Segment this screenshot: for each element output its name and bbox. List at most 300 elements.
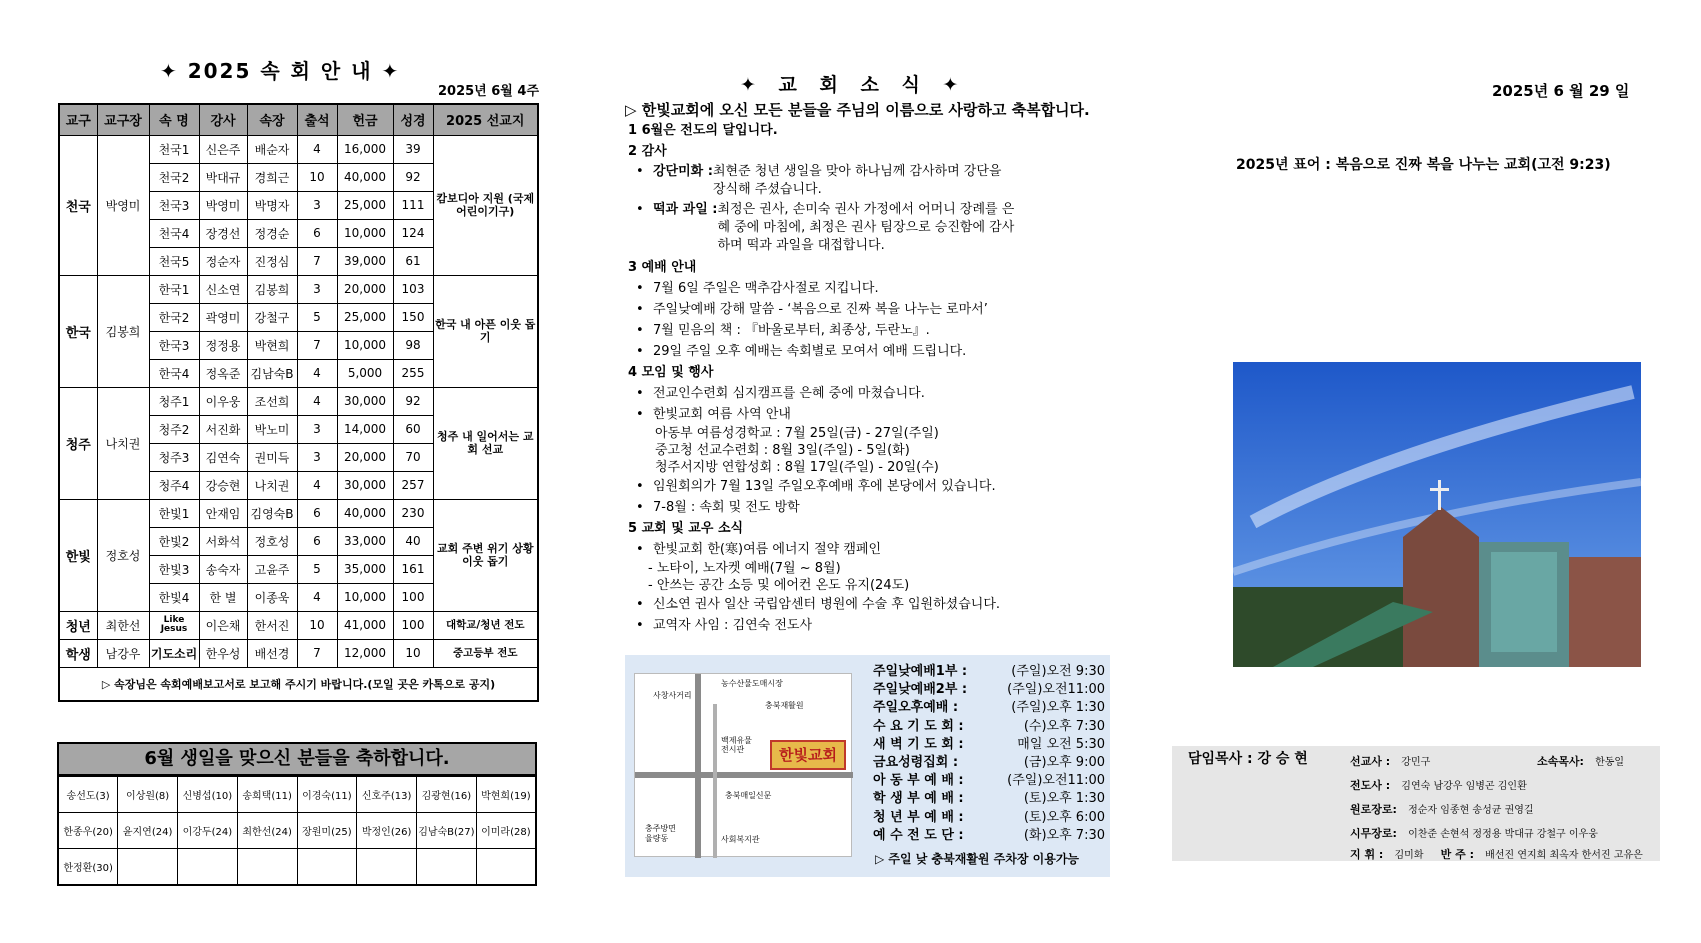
birthday-cell [237,849,297,885]
birthday-cell: 송선도(3) [58,777,118,813]
head-cell: 배선경 [247,639,297,667]
attendance-cell: 4 [297,135,337,163]
service-row [873,809,1105,827]
birthday-cell: 김광현(16) [417,777,477,813]
bible-cell: 255 [393,359,433,387]
group-leader-cell: 이종욱 [247,583,297,611]
header-mission: 2025 선교지 [433,104,538,135]
district-cell: 한국 [59,275,97,387]
district-leader-cell: 남강우 [97,639,149,667]
group-meeting-table [58,103,539,702]
church-news-title: ✦ 교 회 소 식 ✦ [740,74,967,96]
attendance-cell: 6 [297,499,337,527]
steward-value: 이찬준 손현석 정정용 박대규 강철구 이우웅 [1408,829,1598,840]
attendance-cell: 4 [297,387,337,415]
birthday-cell [118,849,178,885]
bullet: • [636,302,644,317]
group-name-cell: 천국5 [149,247,199,275]
bible-cell: 92 [393,163,433,191]
service-row [873,827,1105,845]
member-news-item: 교역자 사임 : 김연숙 전도사 [653,618,813,633]
group-name-cell: 청주2 [149,415,199,443]
mission-cell: 한국 내 아픈 이웃 돕기 [433,275,538,387]
bullet: • [636,344,644,359]
group-leader-cell: 진정심 [247,247,297,275]
senior-pastor: 담임목사 : 강 승 현 [1188,751,1308,767]
attendance-cell: 7 [297,331,337,359]
list-item [628,299,1088,320]
map-road [695,674,701,858]
attendance-cell: 3 [297,443,337,471]
affiliate-label: 소속목사: [1537,755,1584,768]
bible-cell: 100 [393,583,433,611]
bible-cell: 10 [393,639,433,667]
event-sub-item: 청주서지방 연합성회 : 8월 17일(주일) - 20일(수) [655,460,939,475]
birthday-cell: 이강두(24) [178,813,238,849]
bible-cell: 100 [393,611,433,639]
map-label: 충북재활원 [765,701,804,710]
district-cell: 청년 [59,611,97,639]
group-leader-cell: 나치권 [247,471,297,499]
list-item [628,404,1088,425]
birthday-cell: 장원미(25) [297,813,357,849]
elder-label: 원로장로: [1350,803,1397,816]
service-time: 매일 오전 5:30 [1017,736,1105,752]
like-jesus-top: Like [163,615,185,625]
group-name-cell [149,611,199,639]
mission-cell: 청주 내 일어서는 교회 선교 [433,387,538,499]
table-row [59,611,538,639]
bullet: • [636,323,644,338]
birthday-cell: 신병섭(10) [178,777,238,813]
service-name: 주일오후예배 : [873,700,959,716]
map-label: 충주방면 율량동 [645,824,676,843]
mission-cell: 중고등부 전도 [433,639,538,667]
location-map [634,673,852,857]
bullet: • [636,386,644,401]
accompanist-label: 반 주 : [1440,848,1474,861]
teacher-cell: 서진화 [199,415,247,443]
offering-cell: 25,000 [337,303,393,331]
bible-cell: 103 [393,275,433,303]
district-cell: 학생 [59,639,97,667]
group-leader-cell: 김봉희 [247,275,297,303]
teacher-cell: 곽영미 [199,303,247,331]
attendance-cell: 3 [297,275,337,303]
birthday-cell: 박현희(19) [476,777,536,813]
section-member-news: 5 교회 및 교우 소식 [628,521,744,536]
event-item: 전교인수련회 심지캠프를 은혜 중에 마쳤습니다. [653,386,925,401]
church-news-body [628,120,1088,636]
group-name-cell: 한빛2 [149,527,199,555]
teacher-cell: 정순자 [199,247,247,275]
elder-row [1350,801,1534,817]
table-row [58,849,536,885]
birthday-cell: 이경숙(11) [297,777,357,813]
birthday-cell [476,849,536,885]
bullet: • [636,479,644,494]
service-time: (수)오후 7:30 [1023,718,1105,734]
offering-cell: 25,000 [337,191,393,219]
district-leader-cell: 김봉희 [97,275,149,387]
service-time: (주일)오후 1:30 [1011,700,1105,716]
service-schedule [873,663,1105,845]
church-building-photo [1233,362,1641,667]
bible-cell: 61 [393,247,433,275]
map-label: 충북매일신문 [725,791,772,800]
attend-cell: 7 [297,639,337,667]
attendance-cell: 3 [297,191,337,219]
section-worship: 3 예배 안내 [628,260,697,275]
attendance-cell: 4 [297,471,337,499]
service-name: 금요성령집회 : [873,755,959,771]
member-news-item: 한빛교회 한(寒)여름 에너지 절약 캠페인 [653,542,882,557]
bible-cell: 150 [393,303,433,331]
thanks-flowers: • 강단미화 : 최현준 청년 생일을 맞아 하나님께 감사하며 강단을 장식해 주셨습니다. [628,163,1088,199]
section-events: 4 모임 및 행사 [628,365,714,380]
attendance-cell: 5 [297,555,337,583]
teacher-cell: 신소연 [199,275,247,303]
group-name-cell: 기도소리 [149,639,199,667]
teacher-cell: 안재임 [199,499,247,527]
group-name-cell: 한국3 [149,331,199,359]
header-district: 교구 [59,104,97,135]
teacher-cell: 장경선 [199,219,247,247]
offering-cell: 30,000 [337,471,393,499]
member-news-sub-item: - 노타이, 노자켓 예배(7월 ~ 8월) [648,561,841,576]
member-news-item: 신소연 권사 일산 국립암센터 병원에 수술 후 입원하셨습니다. [653,597,1001,612]
worship-item: 7월 6일 주일은 맥추감사절로 지킵니다. [653,281,879,296]
offering-cell: 33,000 [337,527,393,555]
map-label: 백제유물 전시관 [721,736,752,754]
service-time: (토)오후 6:00 [1023,809,1105,825]
group-guide-title: ✦ 2025 속 회 안 내 ✦ [160,59,401,83]
staff-info-box [1172,746,1660,861]
missionary-value: 강민구 [1401,757,1431,768]
list-item [628,476,1088,497]
birthday-cell: 이미라(28) [476,813,536,849]
table-row [59,275,538,303]
worship-item: 7월 믿음의 책 : 『바울로부터, 최종상, 두란노』. [653,323,930,338]
attendance-cell: 6 [297,527,337,555]
list-item [628,383,1088,404]
birthday-cell [297,849,357,885]
head-cell: 한서진 [247,611,297,639]
service-time: (주일)오전11:00 [1007,682,1105,698]
birthday-cell: 최한선(24) [237,813,297,849]
conductor-label: 지 휘 : [1350,848,1384,861]
birthday-cell: 윤지연(24) [118,813,178,849]
parking-notice: ▷ 주일 낮 충북재활원 주차장 이용가능 [875,852,1079,866]
group-leader-cell: 고윤주 [247,555,297,583]
teacher-cell: 이은채 [199,611,247,639]
affiliate-pastor-row [1537,753,1624,769]
list-item [628,497,1088,518]
event-sub-item: 중고청 선교수련회 : 8월 3일(주일) - 5일(화) [655,443,910,458]
bulletin-date: 2025년 6 월 29 일 [1492,82,1630,100]
offering-cell: 16,000 [337,135,393,163]
service-name: 주일낮예배1부 : [873,664,968,679]
group-leader-cell: 박현희 [247,331,297,359]
like-jesus-bottom: Jesus [160,624,188,634]
offering-cell: 5,000 [337,359,393,387]
birthday-cell: 한종우(20) [58,813,118,849]
district-cell: 천국 [59,135,97,275]
group-leader-cell: 조선희 [247,387,297,415]
group-leader-cell: 정호성 [247,527,297,555]
section-thanks: 2 감사 [628,144,667,159]
evangelist-value: 김연숙 남강우 임병곤 김인환 [1401,781,1527,792]
map-label: 사회복지관 [721,835,760,844]
bible-cell: 70 [393,443,433,471]
mission-cell: 캄보디아 지원 (국제어린이기구) [433,135,538,275]
service-name: 예 수 전 도 단 : [873,827,964,843]
group-name-cell: 천국3 [149,191,199,219]
bible-cell: 111 [393,191,433,219]
service-row [873,681,1105,699]
bible-cell: 161 [393,555,433,583]
service-row [873,699,1105,717]
bullet: • [636,597,644,612]
list-item [628,341,1088,362]
birthday-cell: 이상원(8) [118,777,178,813]
report-notice: ▷ 속장님은 속회예배보고서로 보고해 주시기 바랍니다.(모일 곳은 카톡으로 공지) [59,667,538,701]
bible-cell: 230 [393,499,433,527]
birthday-title: 6월 생일을 맞으신 분들을 축하합니다. [57,742,537,776]
evangelist-row [1350,777,1527,793]
event-item: 7-8월 : 속회 및 전도 방학 [653,500,800,515]
bible-cell: 39 [393,135,433,163]
bible-cell: 124 [393,219,433,247]
group-leader-cell: 박노미 [247,415,297,443]
header-teacher: 강사 [199,104,247,135]
birthday-cell [357,849,417,885]
teacher-cell: 신은주 [199,135,247,163]
affiliate-value: 한동일 [1595,757,1625,768]
header-group-name: 속 명 [149,104,199,135]
group-guide-date: 2025년 6월 4주 [438,84,539,99]
service-name: 수 요 기 도 회 : [873,718,964,734]
group-leader-cell: 정경순 [247,219,297,247]
district-cell: 청주 [59,387,97,499]
list-item [628,594,1088,615]
group-name-cell: 천국1 [149,135,199,163]
birthday-cell: 송희택(11) [237,777,297,813]
like-jesus-group [161,616,188,634]
teacher-cell: 박대규 [199,163,247,191]
attendance-cell: 3 [297,415,337,443]
table-row [59,499,538,527]
missionary-label: 선교사 : [1350,755,1391,768]
district-cell: 한빛 [59,499,97,611]
map-road [635,772,853,778]
table-row [58,777,536,813]
steward-label: 시무장로: [1350,827,1397,840]
worship-item: 주일낮예배 강해 말씀 - ‘복음으로 진짜 복을 나누는 로마서’ [653,302,988,317]
teacher-cell: 정정용 [199,331,247,359]
map-label: 사창사거리 [653,691,692,700]
district-leader-cell: 정호성 [97,499,149,611]
group-leader-cell: 김남숙B [247,359,297,387]
service-row [873,718,1105,736]
header-bible: 성경 [393,104,433,135]
offering-cell: 35,000 [337,555,393,583]
attendance-cell: 5 [297,303,337,331]
group-name-cell: 한국2 [149,303,199,331]
header-attendance: 출석 [297,104,337,135]
steward-row [1350,825,1598,841]
church-map-marker: 한빛교회 [770,740,846,770]
attendance-cell: 10 [297,163,337,191]
elder-value: 정순자 임종현 송성균 권영길 [1408,805,1534,816]
offering-cell: 20,000 [337,275,393,303]
service-row [873,754,1105,772]
conductor-row [1350,846,1643,862]
list-item [628,320,1088,341]
annual-motto: 2025년 표어 : 복음으로 진짜 복을 나누는 교회(고전 9:23) [1236,157,1611,173]
event-item: 한빛교회 여름 사역 안내 [653,407,791,422]
list-item [628,278,1088,299]
teacher-cell: 한우성 [199,639,247,667]
event-item: 임원회의가 7월 13일 주일오후예배 후에 본당에서 있습니다. [653,479,996,494]
teacher-cell: 서화석 [199,527,247,555]
group-name-cell: 한국1 [149,275,199,303]
header-group-leader: 속장 [247,104,297,135]
bible-cell: 92 [393,387,433,415]
teacher-cell: 한 별 [199,583,247,611]
church-photo-illustration [1233,362,1641,667]
group-name-cell: 천국2 [149,163,199,191]
table-row [59,135,538,163]
district-leader-cell: 박영미 [97,135,149,275]
thanks-food: • 떡과 과일 : 최정은 권사, 손미숙 권사 가정에서 어머니 장례를 은혜 중에 마침에, 최정은 권사 팀장으로 승진함에 감사하며 떡과 과일을 대접합니다. [628,201,1088,255]
offering-cell: 10,000 [337,583,393,611]
missionary-row [1350,753,1430,769]
header-offering: 헌금 [337,104,393,135]
group-name-cell: 청주4 [149,471,199,499]
service-time: (토)오후 1:30 [1023,791,1105,807]
bullet: • [636,542,644,557]
offering-cell: 40,000 [337,499,393,527]
attendance-cell: 6 [297,219,337,247]
service-row [873,736,1105,754]
event-sub-item: 아동부 여름성경학교 : 7월 25일(금) - 27일(주일) [655,426,939,441]
attend-cell: 10 [297,611,337,639]
offering-cell: 10,000 [337,219,393,247]
bullet: • [636,281,644,296]
thanks-food-text: 최정은 권사, 손미숙 권사 가정에서 어머니 장례를 은혜 중에 마침에, 최정은 권사 팀장으로 승진함에 감사하며 떡과 과일을 대접합니다. [717,202,1015,253]
group-name-cell: 청주3 [149,443,199,471]
birthday-cell [417,849,477,885]
table-row [59,639,538,667]
evangelist-label: 전도사 : [1350,779,1391,792]
group-leader-cell: 박명자 [247,191,297,219]
thanks-food-label: 떡과 과일 : [653,202,718,217]
offering-cell: 40,000 [337,163,393,191]
group-leader-cell: 김영숙B [247,499,297,527]
service-name: 아 동 부 예 배 : [873,773,964,789]
bullet: • [636,500,644,515]
welcome-message: ▷ 한빛교회에 오신 모든 분들을 주님의 이름으로 사랑하고 축복합니다. [625,101,1090,119]
group-leader-cell: 강철구 [247,303,297,331]
service-time: (화)오후 7:30 [1023,827,1105,843]
group-name-cell: 천국4 [149,219,199,247]
group-name-cell: 청주1 [149,387,199,415]
teacher-cell: 송숙자 [199,555,247,583]
table-row [59,387,538,415]
offering-cell: 41,000 [337,611,393,639]
offering-cell: 30,000 [337,387,393,415]
service-name: 새 벽 기 도 회 : [873,736,964,752]
group-leader-cell: 경희근 [247,163,297,191]
service-name: 주일낮예배2부 : [873,682,968,698]
group-name-cell: 한국4 [149,359,199,387]
mission-cell: 교회 주변 위기 상황 이웃 돕기 [433,499,538,611]
attendance-cell: 4 [297,359,337,387]
service-time: (주일)오전 9:30 [1011,664,1105,679]
teacher-cell: 박영미 [199,191,247,219]
teacher-cell: 정옥준 [199,359,247,387]
district-leader-cell: 나치권 [97,387,149,499]
offering-cell: 39,000 [337,247,393,275]
offering-cell: 20,000 [337,443,393,471]
birthday-cell: 한정환(30) [58,849,118,885]
group-name-cell: 한빛3 [149,555,199,583]
table-row [58,813,536,849]
header-district-leader: 교구장 [97,104,149,135]
bullet: • [636,618,644,633]
member-news-sub-item: - 안쓰는 공간 소등 및 에어컨 온도 유지(24도) [648,578,910,593]
service-row [873,772,1105,790]
map-road [713,704,717,858]
worship-item: 29일 주일 오후 예배는 속회별로 모여서 예배 드립니다. [653,344,967,359]
group-leader-cell: 권미득 [247,443,297,471]
map-label: 농수산물도매시장 [721,679,783,688]
bible-cell: 98 [393,331,433,359]
bible-cell: 257 [393,471,433,499]
birthday-cell: 김남숙B(27) [417,813,477,849]
birthday-cell [178,849,238,885]
bible-cell: 60 [393,415,433,443]
list-item [628,539,1088,560]
service-row [873,790,1105,808]
group-leader-cell: 배순자 [247,135,297,163]
bible-cell: 40 [393,527,433,555]
table-header-row [59,104,538,135]
teacher-cell: 강승현 [199,471,247,499]
mission-cell: 대학교/청년 전도 [433,611,538,639]
table-note-row [59,667,538,701]
bullet: • [636,407,644,422]
conductor-value: 김미화 [1394,850,1424,861]
section-evangelism-month: 1 6월은 전도의 달입니다. [628,123,778,138]
attendance-cell: 4 [297,583,337,611]
offering-cell: 12,000 [337,639,393,667]
birthday-table [57,776,537,886]
service-time: (금)오후 9:00 [1023,755,1105,771]
service-row [873,663,1105,681]
thanks-flowers-text: 최현준 청년 생일을 맞아 하나님께 감사하며 강단을 장식해 주셨습니다. [712,164,1002,197]
birthday-cell: 신호주(13) [357,777,417,813]
service-time: (주일)오전11:00 [1007,773,1105,789]
teacher-cell: 이우웅 [199,387,247,415]
service-name: 학 생 부 예 배 : [873,791,964,807]
group-name-cell: 한빛4 [149,583,199,611]
offering-cell: 10,000 [337,331,393,359]
accompanist-value: 배선진 연지희 최옥자 한서진 고유은 [1485,850,1643,861]
teacher-cell: 김연숙 [199,443,247,471]
offering-cell: 14,000 [337,415,393,443]
